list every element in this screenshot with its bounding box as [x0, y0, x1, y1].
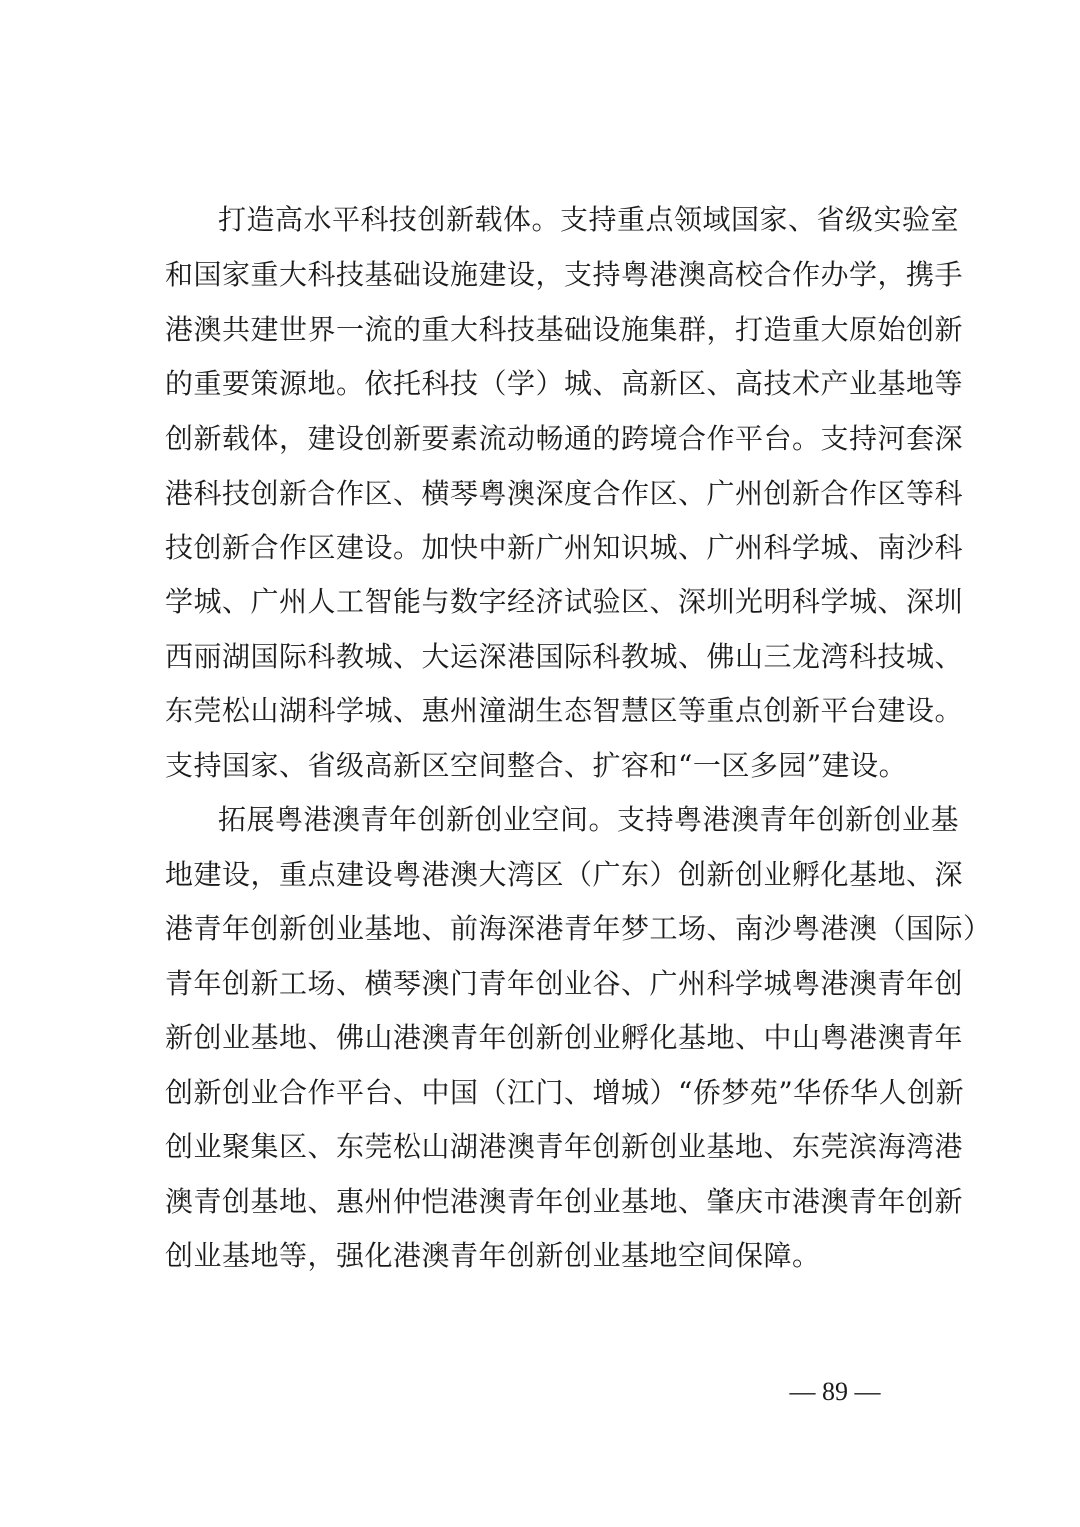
- paragraph-line: 地建设，重点建设粤港澳大湾区（广东）创新创业孵化基地、深: [165, 858, 964, 891]
- paragraph-line: 新创业基地、佛山港澳青年创新创业孵化基地、中山粤港澳青年: [165, 1021, 964, 1054]
- paragraph-line: 学城、广州人工智能与数字经济试验区、深圳光明科学城、深圳: [165, 585, 964, 618]
- paragraph-line: 打造高水平科技创新载体。支持重点领域国家、省级实验室: [218, 203, 960, 236]
- paragraph-line: 东莞松山湖科学城、惠州潼湖生态智慧区等重点创新平台建设。: [165, 694, 964, 727]
- paragraph-line: 青年创新工场、横琴澳门青年创业谷、广州科学城粤港澳青年创: [165, 967, 964, 1000]
- paragraph-line: 创新创业合作平台、中国（江门、增城）“侨梦苑”华侨华人创新: [165, 1076, 965, 1109]
- paragraph-line: 拓展粤港澳青年创新创业空间。支持粤港澳青年创新创业基: [218, 803, 960, 836]
- paragraph-line: 创新载体，建设创新要素流动畅通的跨境合作平台。支持河套深: [165, 422, 964, 455]
- paragraph-line: 和国家重大科技基础设施建设，支持粤港澳高校合作办学，携手: [165, 258, 964, 291]
- paragraph-line: 支持国家、省级高新区空间整合、扩容和“一区多园”建设。: [165, 749, 908, 782]
- paragraph-line: 港澳共建世界一流的重大科技基础设施集群，打造重大原始创新: [165, 313, 964, 346]
- paragraph-line: 技创新合作区建设。加快中新广州知识城、广州科学城、南沙科: [165, 531, 964, 564]
- paragraph-line: 创业基地等，强化港澳青年创新创业基地空间保障。: [165, 1239, 821, 1272]
- paragraph-line: 创业聚集区、东莞松山湖港澳青年创新创业基地、东莞滨海湾港: [165, 1130, 964, 1163]
- paragraph-line: 港青年创新创业基地、前海深港青年梦工场、南沙粤港澳（国际）: [165, 912, 992, 945]
- page-number: — 89 —: [789, 1377, 881, 1406]
- paragraph-line: 西丽湖国际科教城、大运深港国际科教城、佛山三龙湾科技城、: [165, 640, 964, 673]
- paragraph-line: 澳青创基地、惠州仲恺港澳青年创业基地、肇庆市港澳青年创新: [165, 1185, 964, 1218]
- paragraph-line: 的重要策源地。依托科技（学）城、高新区、高技术产业基地等: [165, 367, 964, 400]
- paragraph-line: 港科技创新合作区、横琴粤澳深度合作区、广州创新合作区等科: [165, 477, 964, 510]
